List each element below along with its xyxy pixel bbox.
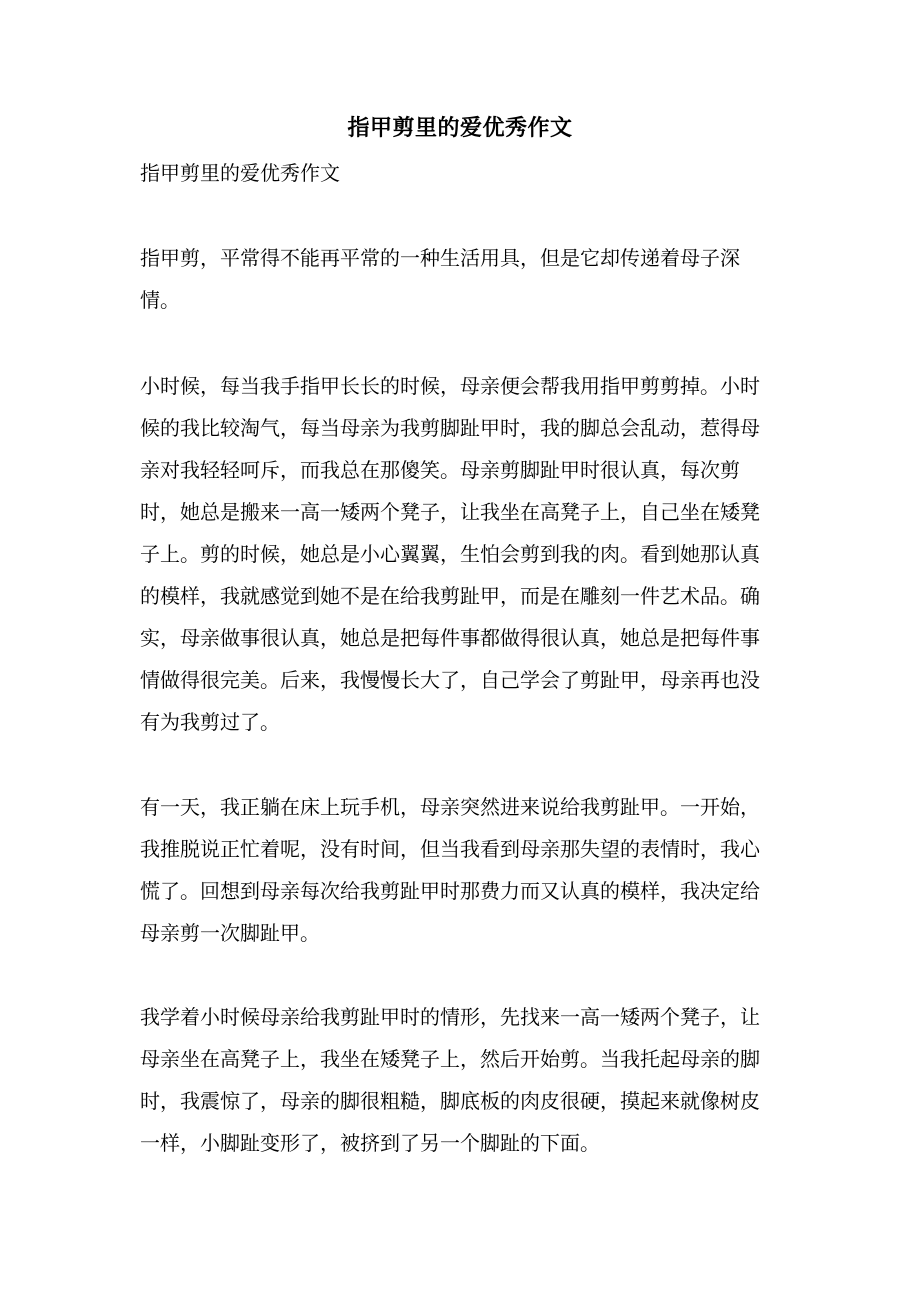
- paragraph-2: 小时候，每当我手指甲长长的时候，母亲便会帮我用指甲剪剪掉。小时候的我比较淘气，每当母亲为我剪脚趾甲时，我的脚总会乱动，惹得母亲对我轻轻呵斥，而我总在那傻笑。母亲剪脚趾甲时很认真，每次剪时，她总是搬来一高一矮两个凳子，让我坐在高凳子上，自己坐在矮凳子上。剪的时候，她总是小心翼翼，生怕会剪到我的肉。看到她那认真的模样，我就感觉到她不是在给我剪趾甲，而是在雕刻一件艺术品。确实，母亲做事很认真，她总是把每件事都做得很认真，她总是把每件事情做得很完美。后来，我慢慢长大了，自己学会了剪趾甲，母亲再也没有为我剪过了。: [140, 374, 760, 734]
- paragraph-1: 指甲剪，平常得不能再平常的一种生活用具，但是它却传递着母子深情。: [140, 246, 740, 312]
- paragraph-3: 有一天，我正躺在床上玩手机，母亲突然进来说给我剪趾甲。一开始，我推脱说正忙着呢，没有时间，但当我看到母亲那失望的表情时，我心慌了。回想到母亲每次给我剪趾甲时那费力而又认真的模样，我决定给母亲剪一次脚趾甲。: [140, 795, 760, 945]
- document-title: 指甲剪里的爱优秀作文: [347, 115, 573, 141]
- paragraph-4: 我学着小时候母亲给我剪趾甲时的情形，先找来一高一矮两个凳子，让母亲坐在高凳子上，我坐在矮凳子上，然后开始剪。当我托起母亲的脚时，我震惊了，母亲的脚很粗糙，脚底板的肉皮很硬，摸起来就像树皮一样，小脚趾变形了，被挤到了另一个脚趾的下面。: [140, 1005, 760, 1155]
- document-subtitle: 指甲剪里的爱优秀作文: [140, 161, 340, 185]
